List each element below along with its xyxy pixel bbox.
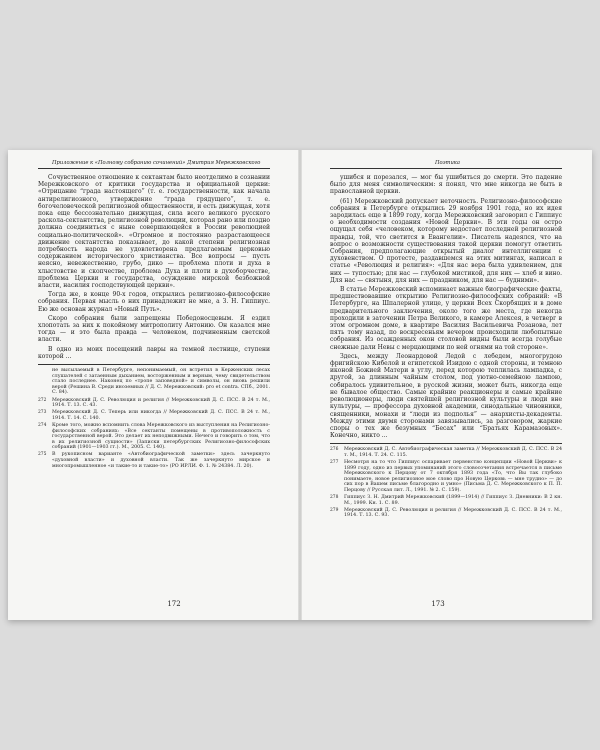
footnote [38, 410, 270, 421]
footnote-text: не высылаемый в Петербурге, непонимаемый, он встретил в Керженских лесах слушателей с затаенным дыханием, восторженным и верным, чему свидетельством стало последнее. Наконец по «тропе заповедной» и символы, он вновь решили верой (Решина В. Среди иноземных // Д. С. Мережковский: pro et contra. СПб., 2001. С. 84). [52, 368, 270, 396]
page-number: 173 [431, 600, 445, 608]
footnote-text: Мережковский Д. С. Автобиографическая заметка // Мережковский Д. С. ПСС. В 24 т. М., 1914. Т. 24. С. 115. [344, 447, 562, 458]
footnote [38, 452, 270, 469]
footnote-text: Кроме того, можно вспомнить слова Мережковского из выступления на Религиозно-философских собраниях: «Все сектанты помещены в противоположность с государственной верой. Это делает их неподвижными. Нечего и говорить о том, что в их религиозной сущности» (Записки петербургских Религиозно-философских собраний (1901—1903 гг.). М., 2005. С. 140). [52, 422, 270, 451]
paragraph: Скоро собрания были запрещены Победоносцевым. Я ездил хлопотать за них к покойному митрополиту Антонию. Он казался мне тогда — и это была правда — человеком, подчиненным светской власти. [38, 314, 270, 344]
footnote-number: 275 [38, 452, 47, 458]
footnote-text: В рукописном варианте «Автобиографической заметки» здесь зачеркнуто «духовной власти» и духовной власти. Так же зачеркнуто мирское и многопромышленное «и такие-то и такие-то» (PO ИРЛИ. Ф. 1. № 24384. Л. 20). [52, 452, 270, 469]
footnote-text: Гиппиус З. Н. Дмитрий Мережковский (1899—1914) // Гиппиус З. Дневники: В 2 кн. М., 1999. Кн. 1. С. 89. [344, 495, 562, 506]
paragraph: В статье Мережковский вспоминает важные биографические факты, предшествовавшие открытию Религиозно-философских собраний: «В Петербурге, на Шпалерной улице, у церкви Всех Скорбящих и в доме предварительного заключения, около того же места, где некогда проходили в заточении Петра Великого, в камере Алексея, в четверг в этом огромном доме, в квартире Василия Васильевича Розанова, лет пять тому назад, по воскресеньям вечером происходили любопытные собрания. Из осажденных окон столовой видны были всегда голубые снежные дали Невы с мерцающими по ней огнями на той стороне». [330, 286, 562, 351]
footnote [38, 423, 270, 451]
footnote [38, 368, 270, 396]
main-text [38, 174, 270, 471]
footnote-number: 272 [38, 397, 47, 403]
footnote-number: 278 [330, 495, 339, 501]
footnote-number: 277 [330, 460, 339, 465]
main-text [330, 174, 562, 520]
page-number: 172 [167, 600, 181, 608]
paragraph: Здесь, между Леонардовой Ледой с лебедем, многогрудою фригийскою Кибелой и египетской Изидою с одной стороны, и темною иконой Божией Матери в углу, перед которою теплилась лампадка, с другой, за длинным чайным столом, под уютно-семейною лампою, собиралось удивительное, в русской жизни, может быть, никогда еще не бывалое общество. Самые крайние реакционеры и самые крайние революционеры, люди святейшей религиозной культуры и люди вне культуры, — профессора духовной академии, синодальные чиновники, священники, монахи и “люди из подполья” — анархисты-декаденты. Между этими двумя сторонами завязывались, за разговором, жаркие споры о тех же безумных “Бесах” или “Братьях Карамазовых». Конечно, никто ... [330, 352, 562, 440]
footnotes [330, 443, 562, 519]
footnote [330, 508, 562, 519]
running-head: Поэтика [435, 160, 461, 166]
footnotes [38, 364, 270, 469]
footnote-number: 279 [330, 507, 339, 513]
header-rule [38, 168, 270, 169]
paragraph: Тогда же, в конце 90-х годов, открылись религиозно-философские собрания. Первая мысль о них принадлежит не мне, а З. Н. Гиппиус. Ею же основан журнал «Новый Путь». [38, 291, 270, 313]
paragraph: Сочувственное отношение к сектантам было неотделимо в сознании Мережковского от критики государства и официальной церкви: «Отрицание “града настоящего” (т. е. государственности, как начала антирелигиозного, утверждение “града грядущего”, т. е. богочеловеческой религиозной общественности, и есть движущая, хотя пока еще бессознательно движущая, сила всего великого русского раскола-сектантства, религиозной революции, которая рано или поздно должна соединиться с ныне совершающейся в России революцией социально-политической». «Огромное и постоянно разрастающееся движение сектантства показывает, до какой степени религиозная потребность народа не удовлетворена предлагаемым церковью содержанием исторического христианства. Все вопросы — пусть неясно, невежественно, грубо, дико — проблема плоти и духа в хлыстовстве и скопчестве, проблема Духа и плоти в духоборчестве, проблема Церкви и государства, осуждение мирской безбожной власти, насилия господствующей церкви». [38, 174, 270, 290]
footnote-text: Несмотря на то что Гиппиус оспаривает первенство концепции «Новой Церкви» к 1899 году, одно из первых упоминаний этого словосочетания встречается в письме Мережковского к Перцову от 7 октября 1893 года «То, что Вы так глубоко понимаете, новое религиозное мое слово про Новую Церковь — мне трудно» — до сих пор в Вашем письме благородно и умно» (Письма Д. С. Мережковского к П. П. Перцову // Русская лит. Л., 1991. № 2. С. 159). [344, 460, 562, 493]
footnote-text: Мережковский Д. С. Теперь или никогда // Мережковский Д. С. ПСС. В 24 т. М., 1914. Т. 14. С. 140. [52, 410, 270, 421]
footnote [38, 398, 270, 409]
footnote-number: 276 [330, 447, 339, 453]
right-page [300, 150, 592, 620]
footnote-text: Мережковский Д. С. Революция и религия // Мережковский Д. С. ПСС. В 24 т. М., 1914. Т. 13. С. 43. [52, 397, 270, 409]
left-page [8, 150, 300, 620]
footnote-number [38, 368, 52, 396]
book-spread [8, 150, 592, 620]
footnote-text: Мережковский Д. С. Революция и религия // Мережковский Д. С. ПСС. В 24 т. М., 1914. Т. 13. С. 93. [344, 507, 562, 519]
footnote [330, 460, 562, 494]
paragraph: (61) Мережковский допускает неточность. Религиозно-философские собрания в Петербурге открылись 29 ноября 1901 года, но их идея зародилась еще в 1899 году, когда Мережковский заговорил с Гиппиус о необходимости создания «Новой Церкви». В эти годы он остро ощущал себя «человеком, которому недостает последней религиозной правды, той, что светится в Евангелии». Писатель надеялся, что на вопрос о возможности существования такой церкви помогут ответить Собрания, предполагающие открытый диалог интеллигенции с духовенством. О протесте, раздавшемся на этих митингах, написал в статье «Революция и религия»: «Для нас вера была удивлением, для них — тупостью; для нас — глубокой мистикой, для них — хлеб и вино. Для нас — святыня, для них — праздником, для нас — будними». [330, 197, 562, 284]
footnote [330, 447, 562, 458]
footnote [330, 495, 562, 506]
header-rule [330, 168, 562, 169]
footnote-number: 274 [38, 422, 47, 428]
paragraph: В одно из моих посещений лавры на темной лестнице, ступени которой ... [38, 345, 270, 360]
footnote-number: 273 [38, 410, 47, 416]
running-head: Приложение к «Полному собранию сочинений» Дмитрия Мережковского [52, 160, 261, 166]
paragraph: ушибся и порезался, — мог бы ушибиться до смерти. Это падение было для меня символическим: я понял, что мне никогда не быть в православной церкви. [330, 174, 562, 196]
